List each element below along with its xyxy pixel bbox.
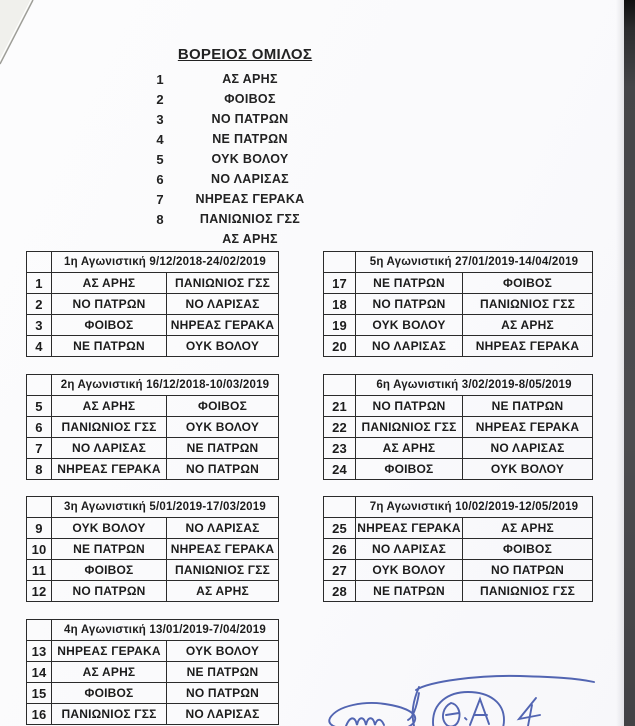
match-number-cell: 11 xyxy=(27,560,52,581)
match-row xyxy=(27,294,279,315)
matchday-title: 1η Αγωνιστική 9/12/2018-24/02/2019 xyxy=(52,252,279,273)
home-team-cell: ΦΟΙΒΟΣ xyxy=(356,459,463,480)
team-name: ΑΣ ΑΡΗΣ xyxy=(222,72,278,86)
home-team-cell: ΝΟ ΠΑΤΡΩΝ xyxy=(356,396,463,417)
matchday-header-row xyxy=(324,497,593,518)
match-number-cell: 3 xyxy=(27,315,52,336)
match-row xyxy=(324,396,593,417)
away-team-cell: ΠΑΝΙΩΝΙΟΣ ΓΣΣ xyxy=(167,273,279,294)
away-team-cell: ΠΑΝΙΩΝΙΟΣ ΓΣΣ xyxy=(463,581,593,602)
corner-cell xyxy=(324,252,356,273)
away-team-cell: ΟΥΚ ΒΟΛΟΥ xyxy=(463,459,593,480)
list-item xyxy=(145,209,325,229)
away-team-cell: ΠΑΝΙΩΝΙΟΣ ΓΣΣ xyxy=(167,560,279,581)
match-row xyxy=(27,396,279,417)
match-number-cell: 27 xyxy=(324,560,356,581)
match-row xyxy=(324,417,593,438)
away-team-cell: ΑΣ ΑΡΗΣ xyxy=(463,518,593,539)
matchday-header-row xyxy=(324,252,593,273)
home-team-cell: ΠΑΝΙΩΝΙΟΣ ΓΣΣ xyxy=(356,417,463,438)
home-team-cell: ΦΟΙΒΟΣ xyxy=(52,315,167,336)
match-number-cell: 22 xyxy=(324,417,356,438)
home-team-cell: ΝΟ ΛΑΡΙΣΑΣ xyxy=(356,336,463,357)
home-team-cell: ΑΣ ΑΡΗΣ xyxy=(356,438,463,459)
match-number-cell: 6 xyxy=(27,417,52,438)
away-team-cell: ΑΣ ΑΡΗΣ xyxy=(463,315,593,336)
corner-cell xyxy=(27,620,52,641)
matchday-header-row xyxy=(324,375,593,396)
away-team-cell: ΟΥΚ ΒΟΛΟΥ xyxy=(167,336,279,357)
match-row xyxy=(27,417,279,438)
home-team-cell: ΝΕ ΠΑΤΡΩΝ xyxy=(52,336,167,357)
match-number-cell: 20 xyxy=(324,336,356,357)
match-number-cell: 8 xyxy=(27,459,52,480)
away-team-cell: ΝΕ ΠΑΤΡΩΝ xyxy=(167,662,279,683)
match-number-cell: 7 xyxy=(27,438,52,459)
team-number: 6 xyxy=(156,171,164,187)
list-item xyxy=(145,129,325,149)
home-team-cell: ΟΥΚ ΒΟΛΟΥ xyxy=(356,315,463,336)
match-row xyxy=(27,336,279,357)
match-number-cell: 23 xyxy=(324,438,356,459)
home-team-cell: ΝΗΡΕΑΣ ΓΕΡΑΚΑ xyxy=(52,459,167,480)
match-row xyxy=(27,273,279,294)
team-number: 7 xyxy=(156,191,164,207)
match-row xyxy=(27,315,279,336)
matchday-title: 6η Αγωνιστική 3/02/2019-8/05/2019 xyxy=(356,375,593,396)
away-team-cell: ΝΗΡΕΑΣ ΓΕΡΑΚΑ xyxy=(463,336,593,357)
team-list xyxy=(145,69,325,249)
match-row xyxy=(27,662,279,683)
list-item xyxy=(145,89,325,109)
matchday-header-row xyxy=(27,620,279,641)
corner-cell xyxy=(324,375,356,396)
away-team-cell: ΠΑΝΙΩΝΙΟΣ ΓΣΣ xyxy=(463,294,593,315)
match-row xyxy=(27,581,279,602)
match-row xyxy=(27,539,279,560)
match-row xyxy=(27,683,279,704)
matchday-title: 4η Αγωνιστική 13/01/2019-7/04/2019 xyxy=(52,620,279,641)
match-row xyxy=(27,518,279,539)
away-team-cell: ΝΕ ΠΑΤΡΩΝ xyxy=(463,396,593,417)
away-team-cell: ΑΣ ΑΡΗΣ xyxy=(167,581,279,602)
away-team-cell: ΝΟ ΠΑΤΡΩΝ xyxy=(167,459,279,480)
match-number-cell: 16 xyxy=(27,704,52,725)
team-number: 3 xyxy=(156,111,164,127)
match-row xyxy=(324,459,593,480)
away-team-cell: ΝΟ ΛΑΡΙΣΑΣ xyxy=(167,294,279,315)
home-team-cell: ΦΟΙΒΟΣ xyxy=(52,560,167,581)
match-number-cell: 15 xyxy=(27,683,52,704)
team-name: ΦΟΙΒΟΣ xyxy=(224,92,276,106)
match-number-cell: 9 xyxy=(27,518,52,539)
match-row xyxy=(324,539,593,560)
home-team-cell: ΝΗΡΕΑΣ ΓΕΡΑΚΑ xyxy=(356,518,463,539)
home-team-cell: ΝΟ ΠΑΤΡΩΝ xyxy=(52,581,167,602)
away-team-cell: ΝΕ ΠΑΤΡΩΝ xyxy=(167,438,279,459)
match-row xyxy=(324,518,593,539)
match-row xyxy=(324,581,593,602)
away-team-cell: ΦΟΙΒΟΣ xyxy=(463,539,593,560)
match-number-cell: 4 xyxy=(27,336,52,357)
list-item xyxy=(145,149,325,169)
home-team-cell: ΦΟΙΒΟΣ xyxy=(52,683,167,704)
away-team-cell: ΝΟ ΛΑΡΙΣΑΣ xyxy=(167,704,279,725)
away-team-cell: ΝΗΡΕΑΣ ΓΕΡΑΚΑ xyxy=(463,417,593,438)
scan-edge-shadow xyxy=(624,0,635,726)
away-team-cell: ΟΥΚ ΒΟΛΟΥ xyxy=(167,641,279,662)
matchday-3-table xyxy=(26,496,279,602)
matchday-4-table xyxy=(26,619,279,725)
match-number-cell: 25 xyxy=(324,518,356,539)
away-team-cell: ΦΟΙΒΟΣ xyxy=(463,273,593,294)
match-number-cell: 28 xyxy=(324,581,356,602)
home-team-cell: ΑΣ ΑΡΗΣ xyxy=(52,396,167,417)
match-number-cell: 12 xyxy=(27,581,52,602)
away-team-cell: ΝΗΡΕΑΣ ΓΕΡΑΚΑ xyxy=(167,539,279,560)
home-team-cell: ΟΥΚ ΒΟΛΟΥ xyxy=(356,560,463,581)
home-team-cell: ΝΕ ΠΑΤΡΩΝ xyxy=(356,581,463,602)
match-row xyxy=(27,704,279,725)
match-row xyxy=(27,641,279,662)
matchday-2-table xyxy=(26,374,279,480)
team-number: 1 xyxy=(156,71,164,87)
team-name: ΝΕ ΠΑΤΡΩΝ xyxy=(212,132,288,146)
team-name: ΠΑΝΙΩΝΙΟΣ ΓΣΣ xyxy=(199,212,301,226)
match-number-cell: 5 xyxy=(27,396,52,417)
team-name: ΝΟ ΠΑΤΡΩΝ xyxy=(211,112,289,126)
matchday-header-row xyxy=(27,375,279,396)
home-team-cell: ΝΗΡΕΑΣ ΓΕΡΑΚΑ xyxy=(52,641,167,662)
corner-cell xyxy=(27,375,52,396)
home-team-cell: ΝΕ ΠΑΤΡΩΝ xyxy=(356,273,463,294)
match-row xyxy=(324,336,593,357)
match-row xyxy=(324,273,593,294)
away-team-cell: ΝΟ ΠΑΤΡΩΝ xyxy=(167,683,279,704)
match-row xyxy=(324,438,593,459)
match-row xyxy=(27,438,279,459)
home-team-cell: ΑΣ ΑΡΗΣ xyxy=(52,273,167,294)
stray-team-line xyxy=(145,229,325,249)
team-number: 4 xyxy=(156,131,164,147)
matchday-title: 3η Αγωνιστική 5/01/2019-17/03/2019 xyxy=(52,497,279,518)
home-team-cell: ΠΑΝΙΩΝΙΟΣ ΓΣΣ xyxy=(52,417,167,438)
list-item xyxy=(145,109,325,129)
match-number-cell: 1 xyxy=(27,273,52,294)
match-number-cell: 10 xyxy=(27,539,52,560)
match-number-cell: 21 xyxy=(324,396,356,417)
match-number-cell: 17 xyxy=(324,273,356,294)
matchday-title: 5η Αγωνιστική 27/01/2019-14/04/2019 xyxy=(356,252,593,273)
away-team-cell: ΝΗΡΕΑΣ ΓΕΡΑΚΑ xyxy=(167,315,279,336)
corner-cell xyxy=(27,252,52,273)
match-row xyxy=(324,560,593,581)
match-row xyxy=(27,560,279,581)
away-team-cell: ΟΥΚ ΒΟΛΟΥ xyxy=(167,417,279,438)
home-team-cell: ΝΟ ΠΑΤΡΩΝ xyxy=(52,294,167,315)
matchday-header-row xyxy=(27,497,279,518)
match-row xyxy=(324,294,593,315)
home-team-cell: ΝΟ ΛΑΡΙΣΑΣ xyxy=(52,438,167,459)
home-team-cell: ΝΟ ΠΑΤΡΩΝ xyxy=(356,294,463,315)
home-team-cell: ΝΕ ΠΑΤΡΩΝ xyxy=(52,539,167,560)
matchday-6-table xyxy=(323,374,593,480)
matchday-1-table xyxy=(26,251,279,357)
list-item xyxy=(145,69,325,89)
home-team-cell: ΠΑΝΙΩΝΙΟΣ ΓΣΣ xyxy=(52,704,167,725)
match-number-cell: 2 xyxy=(27,294,52,315)
matchday-5-table xyxy=(323,251,593,357)
matchday-title: 7η Αγωνιστική 10/02/2019-12/05/2019 xyxy=(356,497,593,518)
matchday-header-row xyxy=(27,252,279,273)
list-item xyxy=(145,169,325,189)
corner-cell xyxy=(27,497,52,518)
away-team-cell: ΝΟ ΠΑΤΡΩΝ xyxy=(463,560,593,581)
matchday-7-table xyxy=(323,496,593,602)
home-team-cell: ΝΟ ΛΑΡΙΣΑΣ xyxy=(356,539,463,560)
match-number-cell: 13 xyxy=(27,641,52,662)
team-name: ΑΣ ΑΡΗΣ xyxy=(222,232,278,246)
match-number-cell: 19 xyxy=(324,315,356,336)
matchday-title: 2η Αγωνιστική 16/12/2018-10/03/2019 xyxy=(52,375,279,396)
match-number-cell: 26 xyxy=(324,539,356,560)
corner-cell xyxy=(324,497,356,518)
team-number: 2 xyxy=(156,91,164,107)
team-number: 8 xyxy=(156,211,164,227)
away-team-cell: ΦΟΙΒΟΣ xyxy=(167,396,279,417)
match-number-cell: 18 xyxy=(324,294,356,315)
match-number-cell: 14 xyxy=(27,662,52,683)
match-row xyxy=(324,315,593,336)
match-number-cell: 24 xyxy=(324,459,356,480)
home-team-cell: ΑΣ ΑΡΗΣ xyxy=(52,662,167,683)
team-name: ΝΗΡΕΑΣ ΓΕΡΑΚΑ xyxy=(195,192,305,206)
team-name: ΟΥΚ ΒΟΛΟΥ xyxy=(211,152,289,166)
list-item xyxy=(145,189,325,209)
page-corner-fold xyxy=(0,0,42,70)
home-team-cell: ΟΥΚ ΒΟΛΟΥ xyxy=(52,518,167,539)
page-title: ΒΟΡΕΙΟΣ ΟΜΙΛΟΣ xyxy=(177,46,313,63)
team-number: 5 xyxy=(156,151,164,167)
away-team-cell: ΝΟ ΛΑΡΙΣΑΣ xyxy=(463,438,593,459)
team-name: ΝΟ ΛΑΡΙΣΑΣ xyxy=(211,172,289,186)
match-row xyxy=(27,459,279,480)
away-team-cell: ΝΟ ΛΑΡΙΣΑΣ xyxy=(167,518,279,539)
handwritten-signature xyxy=(318,645,610,726)
